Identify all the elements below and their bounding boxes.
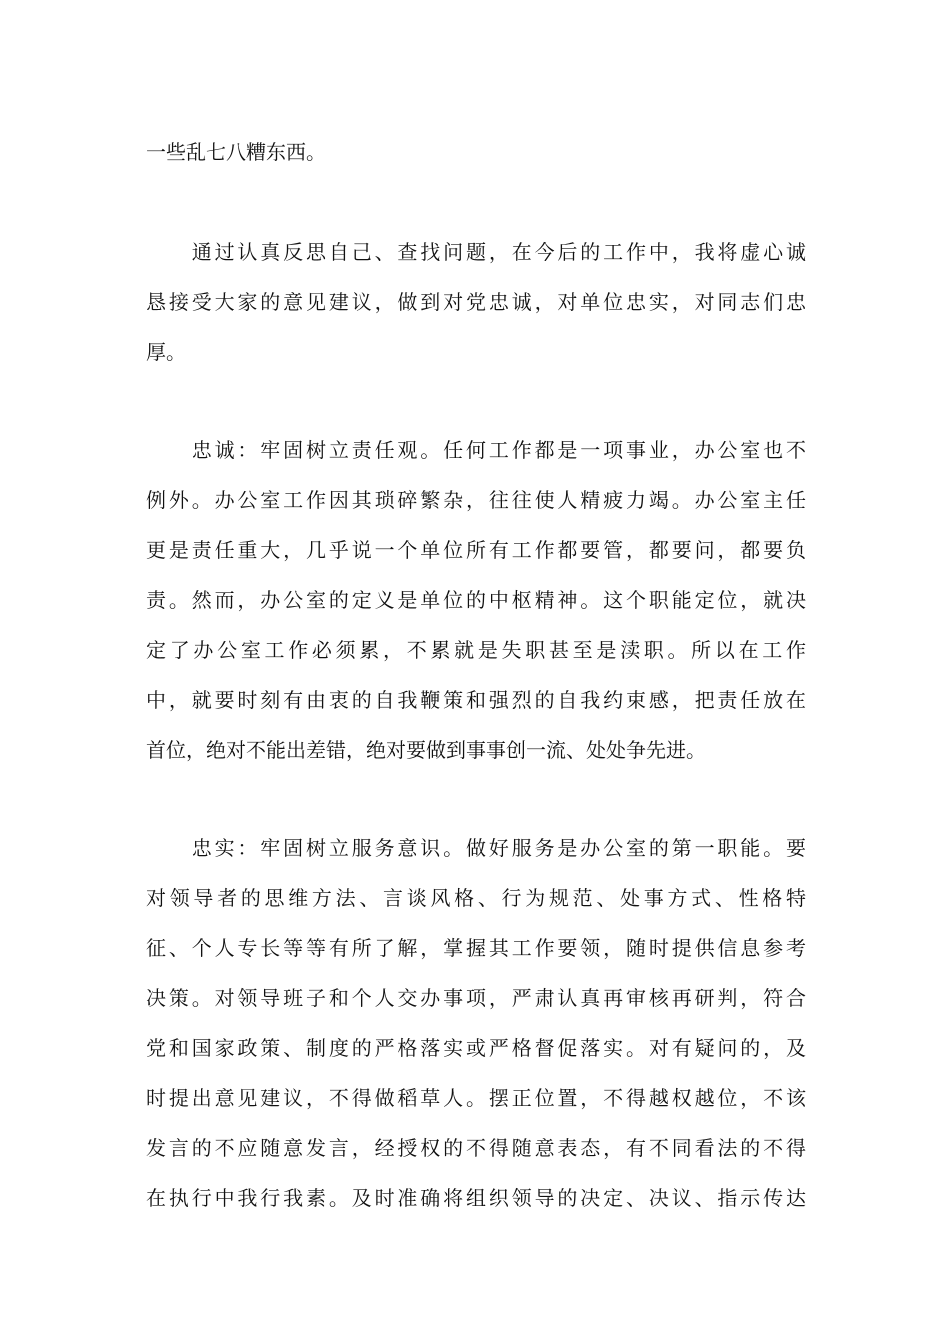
paragraph-4-line-8: 在执行中我行我素。及时准确将组织领导的决定、决议、指示传达 [146,1186,806,1210]
paragraph-2-line-3: 厚。 [146,340,186,364]
paragraph-4-line-2: 对领导者的思维方法、言谈风格、行为规范、处事方式、性格特 [146,886,806,910]
paragraph-3-line-5: 定了办公室工作必须累，不累就是失职甚至是渎职。所以在工作 [146,638,806,662]
paragraph-1-line-1: 一些乱七八糟东西。 [146,140,326,164]
paragraph-4-line-4: 决策。对领导班子和个人交办事项，严肃认真再审核再研判，符合 [146,986,806,1010]
paragraph-4-line-6: 时提出意见建议，不得做稻草人。摆正位置，不得越权越位，不该 [146,1086,806,1110]
paragraph-3-line-2: 例外。办公室工作因其琐碎繁杂，往往使人精疲力竭。办公室主任 [146,488,806,512]
paragraph-3-line-7: 首位，绝对不能出差错，绝对要做到事事创一流、处处争先进。 [146,738,706,762]
paragraph-3-line-3: 更是责任重大，几乎说一个单位所有工作都要管，都要问，都要负 [146,538,806,562]
paragraph-3-line-1: 忠诚：牢固树立责任观。任何工作都是一项事业，办公室也不 [146,438,806,462]
paragraph-4-line-5: 党和国家政策、制度的严格落实或严格督促落实。对有疑问的，及 [146,1036,806,1060]
paragraph-3-line-6: 中，就要时刻有由衷的自我鞭策和强烈的自我约束感，把责任放在 [146,688,806,712]
paragraph-2-line-1: 通过认真反思自己、查找问题，在今后的工作中，我将虚心诚 [146,240,806,264]
paragraph-2-line-2: 恳接受大家的意见建议，做到对党忠诚，对单位忠实，对同志们忠 [146,290,806,314]
paragraph-3-line-4: 责。然而，办公室的定义是单位的中枢精神。这个职能定位，就决 [146,588,806,612]
paragraph-4-line-3: 征、个人专长等等有所了解，掌握其工作要领，随时提供信息参考 [146,936,806,960]
paragraph-4-line-7: 发言的不应随意发言，经授权的不得随意表态，有不同看法的不得 [146,1136,806,1160]
paragraph-4-line-1: 忠实：牢固树立服务意识。做好服务是办公室的第一职能。要 [146,836,806,860]
